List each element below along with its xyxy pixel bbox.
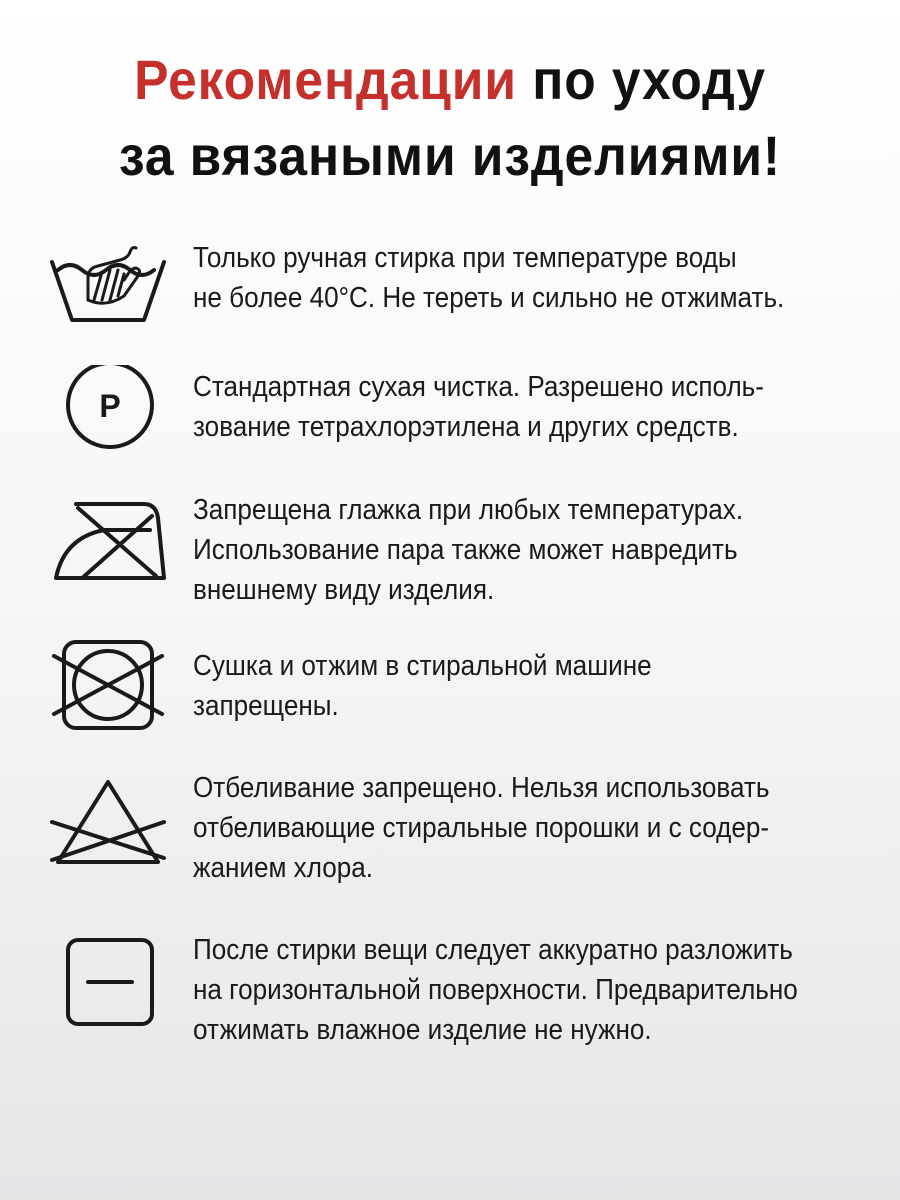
title-accent: Рекомендации bbox=[134, 48, 518, 111]
hand-wash-icon bbox=[48, 238, 168, 328]
care-line: После стирки вещи следует аккуратно разложить bbox=[193, 934, 793, 966]
care-item-text bbox=[193, 238, 805, 318]
care-line: жанием хлора. bbox=[193, 852, 374, 884]
care-line: Стандартная сухая чистка. Разрешено исполь- bbox=[193, 371, 764, 403]
no-tumble-dry-icon bbox=[48, 640, 168, 735]
care-item-text bbox=[193, 646, 805, 726]
title-line-2: за вязаными изделиями! bbox=[118, 124, 782, 187]
care-line: запрещены. bbox=[193, 690, 339, 722]
care-line: Запрещена глажка при любых температурах. bbox=[193, 494, 744, 526]
svg-text:P: P bbox=[99, 388, 121, 424]
title-line-1 bbox=[36, 42, 864, 118]
title-rest: по уходу bbox=[517, 48, 766, 111]
care-line: отжимать влажное изделие не нужно. bbox=[193, 1014, 652, 1046]
care-line: зование тетрахлорэтилена и других средств. bbox=[193, 411, 739, 443]
care-line: внешнему виду изделия. bbox=[193, 574, 495, 606]
care-line: Сушка и отжим в стиральной машине bbox=[193, 650, 652, 682]
care-line: отбеливающие стиральные порошки и с содер- bbox=[193, 812, 770, 844]
no-bleach-icon bbox=[48, 778, 168, 868]
care-line: Использование пара также может навредить bbox=[193, 534, 738, 566]
care-line: на горизонтальной поверхности. Предварительно bbox=[193, 974, 798, 1006]
care-item-text bbox=[193, 768, 805, 888]
page-title bbox=[36, 42, 864, 194]
care-line: не более 40°C. Не тереть и сильно не отжимать. bbox=[193, 282, 785, 314]
care-line: Только ручная стирка при температуре воды bbox=[193, 242, 737, 274]
care-item-text bbox=[193, 490, 805, 610]
dry-flat-icon bbox=[48, 938, 168, 1028]
no-ironing-icon bbox=[48, 490, 168, 580]
care-item-text bbox=[193, 367, 805, 447]
dry-clean-p-icon bbox=[48, 365, 168, 455]
care-line: Отбеливание запрещено. Нельзя использовать bbox=[193, 772, 770, 804]
care-item-text bbox=[193, 930, 805, 1050]
